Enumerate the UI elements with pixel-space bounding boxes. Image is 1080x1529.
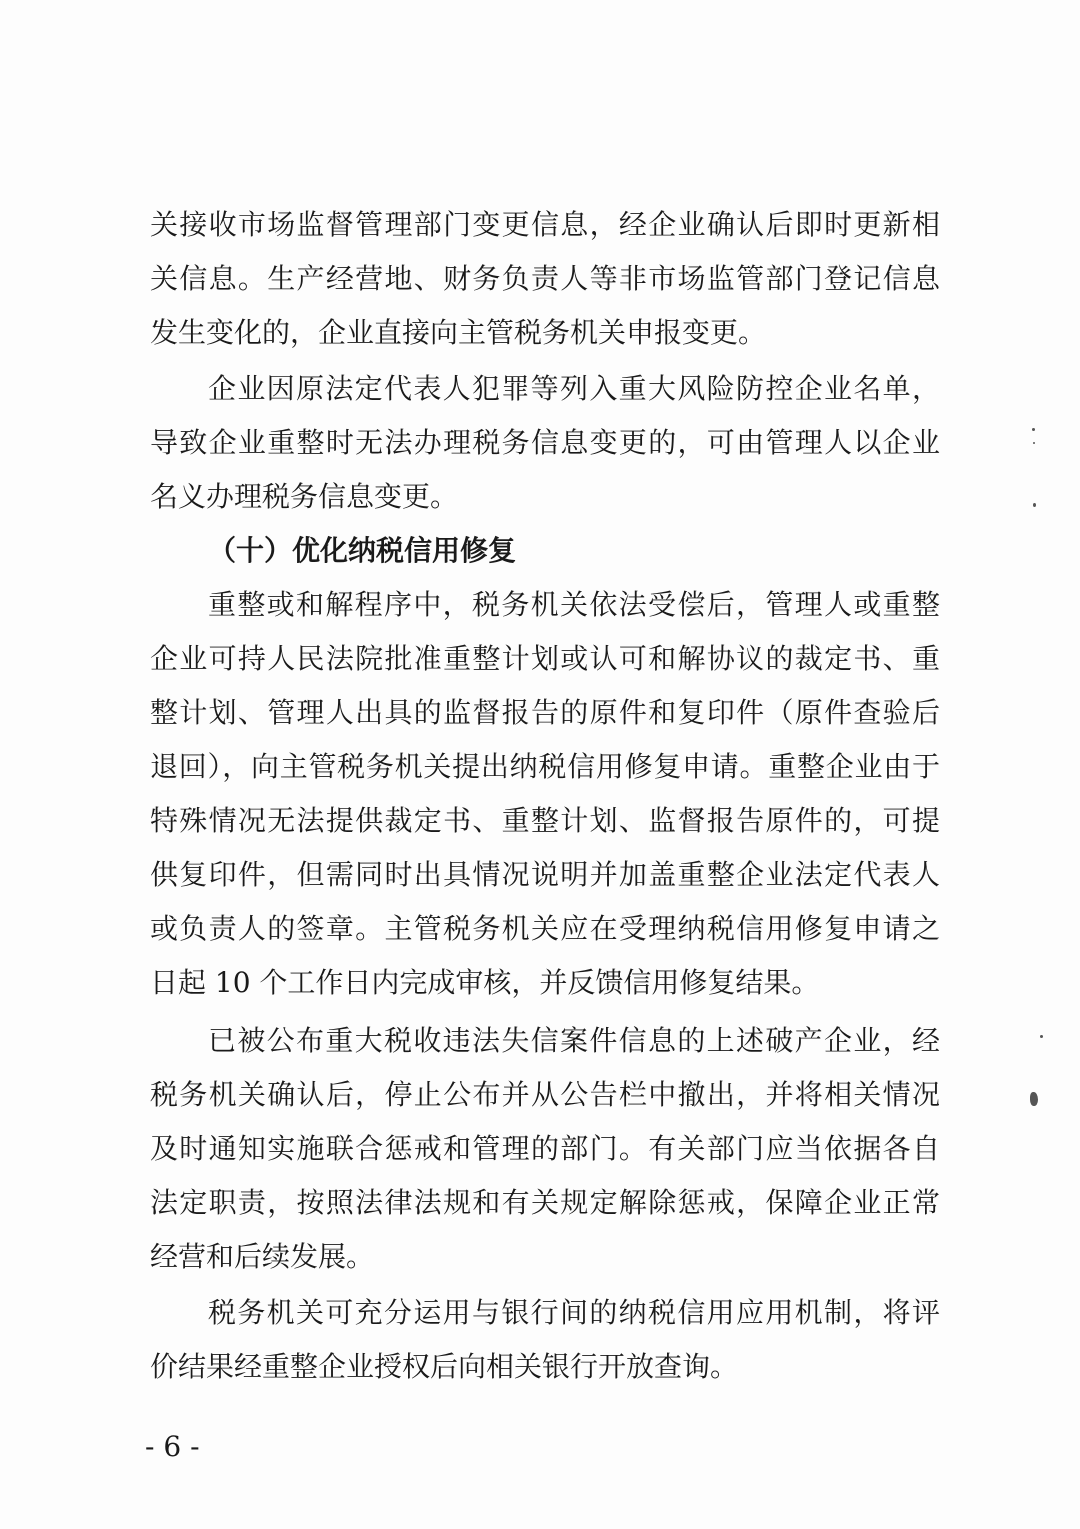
scan-speck: [1032, 428, 1035, 431]
paragraph-4-line-4: 法定职责，按照法律法规和有关规定解除惩戒，保障企业正常: [150, 1186, 940, 1219]
paragraph-3-line-6: 供复印件，但需同时出具情况说明并加盖重整企业法定代表人: [150, 858, 940, 891]
section-heading: （十）优化纳税信用修复: [208, 534, 517, 567]
paragraph-3-line-5: 特殊情况无法提供裁定书、重整计划、监督报告原件的，可提: [150, 804, 940, 837]
paragraph-2-line-2: 导致企业重整时无法办理税务信息变更的，可由管理人以企业: [150, 426, 940, 459]
paragraph-5-line-2: 价结果经重整企业授权后向相关银行开放查询。: [150, 1350, 739, 1383]
paragraph-3-line-8: 日起 10 个工作日内完成审核，并反馈信用修复结果。: [150, 966, 820, 999]
paragraph-2-line-3: 名义办理税务信息变更。: [150, 480, 459, 513]
paragraph-4-line-3: 及时通知实施联合惩戒和管理的部门。有关部门应当依据各自: [150, 1132, 940, 1165]
page-number: - 6 -: [145, 1430, 200, 1463]
paragraph-3-line-7: 或负责人的签章。主管税务机关应在受理纳税信用修复申请之: [150, 912, 940, 945]
paragraph-3-line-2: 企业可持人民法院批准重整计划或认可和解协议的裁定书、重: [150, 642, 940, 675]
scan-speck: [1040, 1035, 1043, 1038]
paragraph-4-line-5: 经营和后续发展。: [150, 1240, 375, 1273]
scan-speck: [1033, 442, 1035, 444]
paragraph-3-line-4: 退回），向主管税务机关提出纳税信用修复申请。重整企业由于: [150, 750, 940, 783]
paragraph-2-line-1: 企业因原法定代表人犯罪等列入重大风险防控企业名单，: [208, 372, 940, 405]
paragraph-4-line-2: 税务机关确认后，停止公布并从公告栏中撤出，并将相关情况: [150, 1078, 940, 1111]
paragraph-3-line-3: 整计划、管理人出具的监督报告的原件和复印件（原件查验后: [150, 696, 940, 729]
paragraph-4-line-1: 已被公布重大税收违法失信案件信息的上述破产企业，经: [208, 1024, 940, 1057]
scan-speck: [1030, 1092, 1038, 1106]
paragraph-1-line-3: 发生变化的，企业直接向主管税务机关申报变更。: [150, 316, 767, 349]
paragraph-1-line-2: 关信息。生产经营地、财务负责人等非市场监管部门登记信息: [150, 262, 940, 295]
paragraph-3-line-1: 重整或和解程序中，税务机关依法受偿后，管理人或重整: [208, 588, 940, 621]
paragraph-1-line-1: 关接收市场监督管理部门变更信息，经企业确认后即时更新相: [150, 208, 940, 241]
scan-speck: [1033, 503, 1036, 507]
paragraph-5-line-1: 税务机关可充分运用与银行间的纳税信用应用机制，将评: [208, 1296, 940, 1329]
